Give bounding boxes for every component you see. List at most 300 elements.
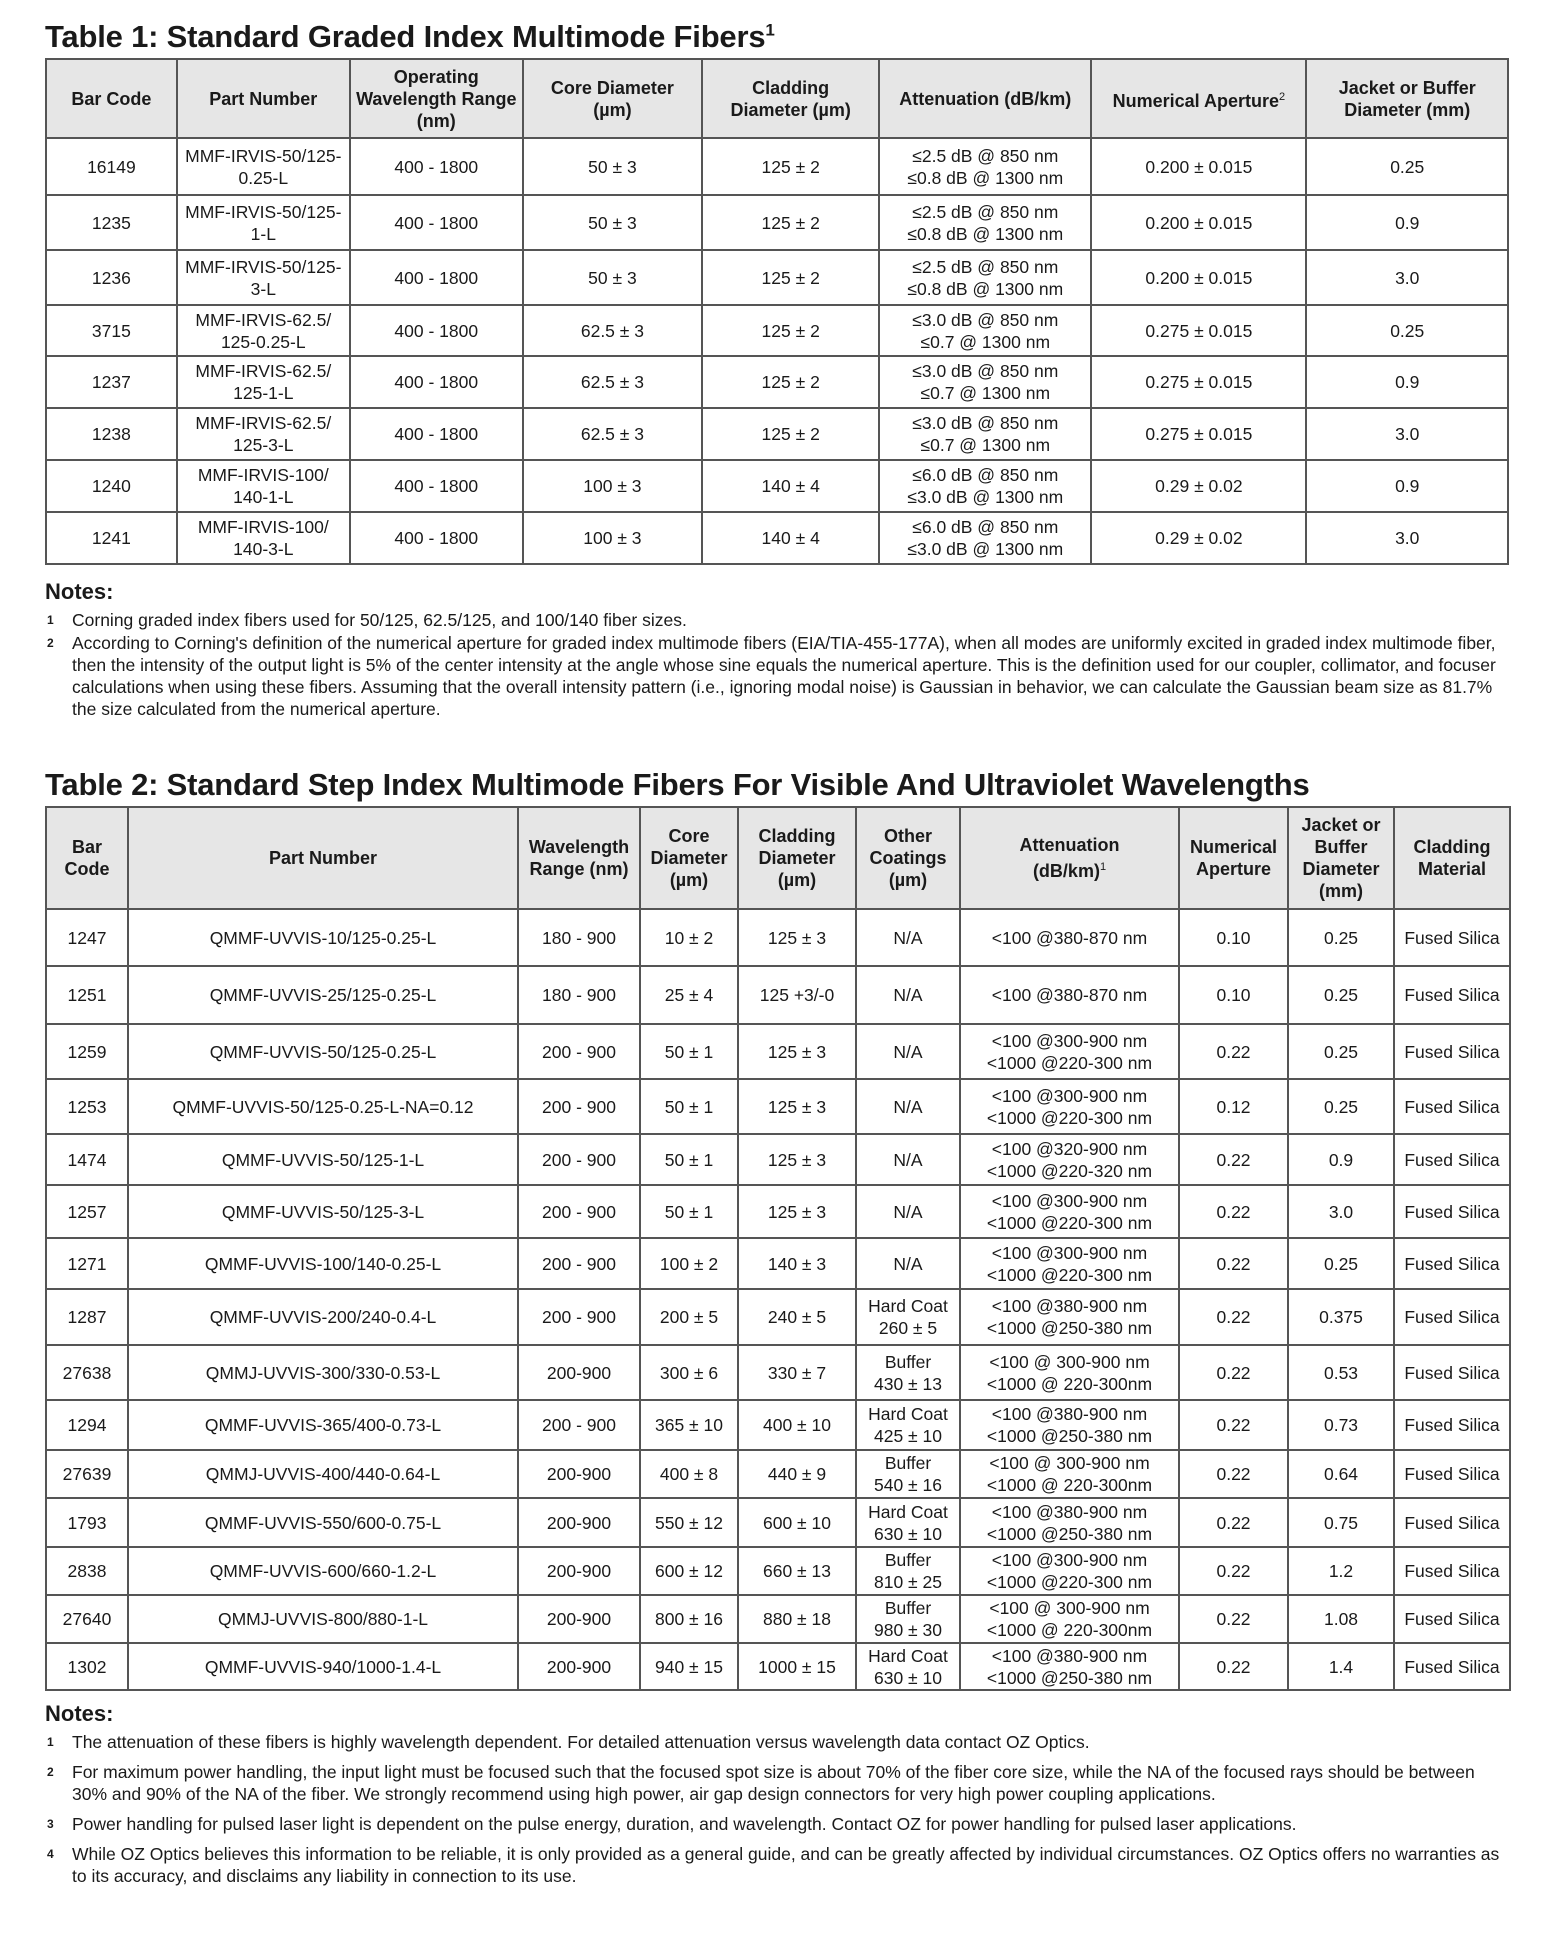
table2-cell-bar-code: 1793 (46, 1498, 128, 1547)
table2-header-part-number (128, 807, 518, 909)
table2-header-label: Part Number (268, 848, 378, 868)
table2-cell-other-coatings-m: Hard Coat 260 ± 5 (856, 1289, 960, 1345)
table2-note-item (45, 1843, 1510, 1887)
table2-cell-other-coatings-m: Buffer 810 ± 25 (856, 1547, 960, 1595)
table1-header-label: Part Number (209, 88, 318, 109)
table2-header-row (46, 807, 1510, 909)
table2-cell-numerical-aperture: 0.22 (1179, 1238, 1288, 1289)
table2-cell-other-coatings-m: N/A (856, 1024, 960, 1079)
table2-cell-core-diameter-m: 200 ± 5 (640, 1289, 738, 1345)
table2-cell-other-coatings-m: N/A (856, 966, 960, 1024)
table1-cell-attenuation-db-km: ≤3.0 dB @ 850 nm ≤0.7 @ 1300 nm (879, 408, 1091, 460)
table1-row (46, 356, 1508, 408)
table1-cell-attenuation-db-km: ≤2.5 dB @ 850 nm ≤0.8 dB @ 1300 nm (879, 195, 1091, 250)
table1-cell-part-number: MMF-IRVIS-100/ 140-1-L (177, 460, 350, 512)
table1-cell-jacket-or-buffer-diameter-mm: 3.0 (1306, 408, 1508, 460)
table2-cell-core-diameter-m: 100 ± 2 (640, 1238, 738, 1289)
table2-cell-cladding-diameter-m: 440 ± 9 (738, 1450, 856, 1498)
table1-cell-part-number: MMF-IRVIS-50/125-1-L (177, 195, 350, 250)
table1-cell-bar-code: 1235 (46, 195, 177, 250)
table2-cell-jacket-or-buffer-diameter-mm: 3.0 (1288, 1185, 1394, 1238)
table2-header-label: Wavelength Range (nm) (528, 837, 630, 879)
table2-cell-numerical-aperture: 0.22 (1179, 1345, 1288, 1400)
table1-cell-core-diameter-m: 62.5 ± 3 (523, 305, 702, 356)
table2-cell-jacket-or-buffer-diameter-mm: 0.25 (1288, 909, 1394, 966)
table2-cell-attenuation-db-km: <100 @380-900 nm <1000 @250-380 nm (960, 1643, 1179, 1690)
table2-cell-cladding-material: Fused Silica (1394, 1345, 1510, 1400)
table1-cell-core-diameter-m: 100 ± 3 (523, 460, 702, 512)
table2-cell-bar-code: 1247 (46, 909, 128, 966)
table1-cell-jacket-or-buffer-diameter-mm: 0.25 (1306, 305, 1508, 356)
table1-cell-attenuation-db-km: ≤2.5 dB @ 850 nm ≤0.8 dB @ 1300 nm (879, 250, 1091, 305)
table2-row (46, 909, 1510, 966)
table2-header-wavelength-range-nm (518, 807, 640, 909)
table1-cell-core-diameter-m: 50 ± 3 (523, 138, 702, 195)
table2-cell-bar-code: 1257 (46, 1185, 128, 1238)
table2-note-item (45, 1761, 1510, 1805)
table2-header-core-diameter-m (640, 807, 738, 909)
table2-row (46, 1134, 1510, 1185)
table2-cell-part-number: QMMF-UVVIS-50/125-0.25-L-NA=0.12 (128, 1079, 518, 1134)
table1-cell-operating-wavelength-range-nm: 400 - 1800 (350, 195, 523, 250)
table1-header-bar-code (46, 59, 177, 138)
table2-cell-core-diameter-m: 10 ± 2 (640, 909, 738, 966)
table2-cell-part-number: QMMF-UVVIS-600/660-1.2-L (128, 1547, 518, 1595)
table2-cell-part-number: QMMJ-UVVIS-800/880-1-L (128, 1595, 518, 1643)
table1-note-text: Corning graded index fibers used for 50/125, 62.5/125, and 100/140 fiber sizes. (72, 610, 687, 630)
table2-cell-part-number: QMMF-UVVIS-50/125-3-L (128, 1185, 518, 1238)
table2-header-other-coatings-m (856, 807, 960, 909)
table2-cell-other-coatings-m: Hard Coat 425 ± 10 (856, 1400, 960, 1450)
table2-cell-bar-code: 27640 (46, 1595, 128, 1643)
table1-cell-jacket-or-buffer-diameter-mm: 0.9 (1306, 195, 1508, 250)
table2-cell-cladding-diameter-m: 125 ± 3 (738, 1185, 856, 1238)
table1-cell-bar-code: 16149 (46, 138, 177, 195)
table1-cell-attenuation-db-km: ≤3.0 dB @ 850 nm ≤0.7 @ 1300 nm (879, 305, 1091, 356)
table2-note-text: While OZ Optics believes this information to be reliable, it is only provided as a general guide, and can be greatly affected by individual circumstances. OZ Optics offers no warranties as to its accuracy, and disclaims any liability in connection to its use. (72, 1844, 1500, 1886)
table1-notes-heading: Notes: (45, 579, 114, 604)
table1-cell-operating-wavelength-range-nm: 400 - 1800 (350, 408, 523, 460)
table2-cell-jacket-or-buffer-diameter-mm: 0.375 (1288, 1289, 1394, 1345)
table2-cell-core-diameter-m: 940 ± 15 (640, 1643, 738, 1690)
table2-cell-numerical-aperture: 0.22 (1179, 1643, 1288, 1690)
table2-cell-wavelength-range-nm: 200 - 900 (518, 1024, 640, 1079)
table1-header-label: Operating Wavelength Range (nm) (356, 66, 517, 131)
table1-cell-operating-wavelength-range-nm: 400 - 1800 (350, 305, 523, 356)
table2-cell-numerical-aperture: 0.22 (1179, 1134, 1288, 1185)
table2-note-item (45, 1813, 1510, 1835)
table2-cell-cladding-material: Fused Silica (1394, 1643, 1510, 1690)
table1-cell-operating-wavelength-range-nm: 400 - 1800 (350, 512, 523, 564)
table2-cell-core-diameter-m: 50 ± 1 (640, 1024, 738, 1079)
table1-header-attenuation-db-km (879, 59, 1091, 138)
table2-cell-cladding-diameter-m: 140 ± 3 (738, 1238, 856, 1289)
table2-row (46, 1498, 1510, 1547)
table1-cell-bar-code: 1237 (46, 356, 177, 408)
table1-note-item (45, 609, 1510, 631)
table2-body (46, 909, 1510, 1690)
table2-header-bar-code (46, 807, 128, 909)
table1-cell-core-diameter-m: 50 ± 3 (523, 250, 702, 305)
table2-cell-core-diameter-m: 800 ± 16 (640, 1595, 738, 1643)
table2-cell-jacket-or-buffer-diameter-mm: 0.25 (1288, 1024, 1394, 1079)
table1-cell-bar-code: 1238 (46, 408, 177, 460)
table2-row (46, 1024, 1510, 1079)
table2-cell-other-coatings-m: Buffer 540 ± 16 (856, 1450, 960, 1498)
table2-cell-jacket-or-buffer-diameter-mm: 0.64 (1288, 1450, 1394, 1498)
table2-header-label: Other Coatings (µm) (869, 826, 947, 890)
table2-row (46, 1400, 1510, 1450)
table2-cell-core-diameter-m: 365 ± 10 (640, 1400, 738, 1450)
table2-cell-wavelength-range-nm: 200 - 900 (518, 1185, 640, 1238)
table1-cell-cladding-diameter-m: 125 ± 2 (702, 408, 879, 460)
table1-cell-cladding-diameter-m: 125 ± 2 (702, 138, 879, 195)
table1-cell-numerical-aperture: 0.275 ± 0.015 (1091, 408, 1306, 460)
table1-cell-cladding-diameter-m: 140 ± 4 (702, 460, 879, 512)
table2-cell-core-diameter-m: 50 ± 1 (640, 1185, 738, 1238)
table2-cell-cladding-diameter-m: 125 ± 3 (738, 1079, 856, 1134)
table2-cell-numerical-aperture: 0.22 (1179, 1595, 1288, 1643)
table2-cell-jacket-or-buffer-diameter-mm: 0.25 (1288, 1079, 1394, 1134)
table2-cell-wavelength-range-nm: 200 - 900 (518, 1134, 640, 1185)
table2-cell-part-number: QMMF-UVVIS-25/125-0.25-L (128, 966, 518, 1024)
table1-note-number: 1 (47, 613, 54, 627)
table2-header-label: Cladding Material (1413, 837, 1491, 879)
table1-notes (45, 609, 1510, 720)
table1-cell-part-number: MMF-IRVIS-50/125-3-L (177, 250, 350, 305)
table2-note-number: 2 (47, 1765, 54, 1779)
table2-cell-bar-code: 1251 (46, 966, 128, 1024)
table2-cell-other-coatings-m: Hard Coat 630 ± 10 (856, 1643, 960, 1690)
table2-cell-attenuation-db-km: <100 @380-870 nm (960, 909, 1179, 966)
table1-cell-attenuation-db-km: ≤6.0 dB @ 850 nm ≤3.0 dB @ 1300 nm (879, 512, 1091, 564)
table2-cell-cladding-diameter-m: 1000 ± 15 (738, 1643, 856, 1690)
table2-cell-bar-code: 1259 (46, 1024, 128, 1079)
table2-cell-cladding-material: Fused Silica (1394, 1079, 1510, 1134)
table2-cell-other-coatings-m: N/A (856, 1185, 960, 1238)
table1-header-label: Cladding Diameter (µm) (730, 77, 851, 120)
table1-cell-jacket-or-buffer-diameter-mm: 3.0 (1306, 512, 1508, 564)
table1-note-item (45, 632, 1510, 720)
table2-cell-core-diameter-m: 50 ± 1 (640, 1079, 738, 1134)
table1-header-operating-wavelength-range-nm (350, 59, 523, 138)
table2-cell-cladding-diameter-m: 240 ± 5 (738, 1289, 856, 1345)
table1-cell-bar-code: 1236 (46, 250, 177, 305)
table2-cell-jacket-or-buffer-diameter-mm: 0.25 (1288, 966, 1394, 1024)
table2-cell-cladding-diameter-m: 660 ± 13 (738, 1547, 856, 1595)
table2-cell-bar-code: 1302 (46, 1643, 128, 1690)
table2-cell-part-number: QMMF-UVVIS-10/125-0.25-L (128, 909, 518, 966)
table2-cell-wavelength-range-nm: 200-900 (518, 1450, 640, 1498)
table1-cell-part-number: MMF-IRVIS-100/ 140-3-L (177, 512, 350, 564)
table2-cell-cladding-diameter-m: 125 ± 3 (738, 909, 856, 966)
table2-cell-jacket-or-buffer-diameter-mm: 0.25 (1288, 1238, 1394, 1289)
table2-cell-cladding-material: Fused Silica (1394, 966, 1510, 1024)
table1-cell-jacket-or-buffer-diameter-mm: 0.9 (1306, 460, 1508, 512)
table1-cell-cladding-diameter-m: 125 ± 2 (702, 195, 879, 250)
table2-cell-numerical-aperture: 0.22 (1179, 1400, 1288, 1450)
table2-cell-attenuation-db-km: <100 @300-900 nm <1000 @220-300 nm (960, 1238, 1179, 1289)
table2-cell-other-coatings-m: N/A (856, 1238, 960, 1289)
table2-cell-wavelength-range-nm: 200-900 (518, 1345, 640, 1400)
table2-cell-cladding-diameter-m: 400 ± 10 (738, 1400, 856, 1450)
table2-cell-other-coatings-m: Buffer 430 ± 13 (856, 1345, 960, 1400)
table1-cell-core-diameter-m: 100 ± 3 (523, 512, 702, 564)
table1-header-jacket-or-buffer-diameter-mm (1306, 59, 1508, 138)
table2-cell-numerical-aperture: 0.22 (1179, 1185, 1288, 1238)
table1-cell-numerical-aperture: 0.275 ± 0.015 (1091, 356, 1306, 408)
table2-cell-attenuation-db-km: <100 @300-900 nm <1000 @220-300 nm (960, 1547, 1179, 1595)
table1-cell-bar-code: 1240 (46, 460, 177, 512)
table1-cell-cladding-diameter-m: 140 ± 4 (702, 512, 879, 564)
table2-cell-part-number: QMMF-UVVIS-940/1000-1.4-L (128, 1643, 518, 1690)
table2-header-label: Numerical Aperture (1189, 837, 1278, 879)
table2-cell-attenuation-db-km: <100 @ 300-900 nm <1000 @ 220-300nm (960, 1595, 1179, 1643)
table1-header-label: Attenuation (dB/km) (899, 88, 1072, 109)
table2-cell-part-number: QMMF-UVVIS-50/125-0.25-L (128, 1024, 518, 1079)
table2-cell-jacket-or-buffer-diameter-mm: 0.75 (1288, 1498, 1394, 1547)
table2-cell-part-number: QMMF-UVVIS-550/600-0.75-L (128, 1498, 518, 1547)
table2-note-text: Power handling for pulsed laser light is dependent on the pulse energy, duration, and wavelength. Contact OZ for power handling for pulsed laser applications. (72, 1814, 1297, 1834)
table1-cell-operating-wavelength-range-nm: 400 - 1800 (350, 138, 523, 195)
document-page (45, 12, 1510, 1895)
table2-cell-part-number: QMMJ-UVVIS-300/330-0.53-L (128, 1345, 518, 1400)
table2-cell-attenuation-db-km: <100 @ 300-900 nm <1000 @ 220-300nm (960, 1345, 1179, 1400)
table1-cell-cladding-diameter-m: 125 ± 2 (702, 250, 879, 305)
table2-cell-bar-code: 27638 (46, 1345, 128, 1400)
table2-cell-wavelength-range-nm: 200 - 900 (518, 1289, 640, 1345)
table1-header-part-number (177, 59, 350, 138)
table2-cell-cladding-diameter-m: 125 ± 3 (738, 1134, 856, 1185)
table2-cell-other-coatings-m: N/A (856, 1079, 960, 1134)
table2-cell-wavelength-range-nm: 180 - 900 (518, 966, 640, 1024)
table1-cell-operating-wavelength-range-nm: 400 - 1800 (350, 356, 523, 408)
table2-title: Table 2: Standard Step Index Multimode Fibers For Visible And Ultraviolet Wavelengths (45, 767, 1310, 802)
table2-header-jacket-or-buffer-diameter-mm (1288, 807, 1394, 909)
table2-cell-core-diameter-m: 600 ± 12 (640, 1547, 738, 1595)
table1-cell-part-number: MMF-IRVIS-62.5/ 125-3-L (177, 408, 350, 460)
table2-cell-bar-code: 27639 (46, 1450, 128, 1498)
table2-cell-attenuation-db-km: <100 @380-900 nm <1000 @250-380 nm (960, 1400, 1179, 1450)
table2-header-label: Core Diameter (µm) (650, 826, 728, 890)
table2-header-attenuation-db-km (960, 807, 1179, 909)
table2-cell-bar-code: 1271 (46, 1238, 128, 1289)
table2-cell-bar-code: 1294 (46, 1400, 128, 1450)
table2-row (46, 966, 1510, 1024)
table1-cell-numerical-aperture: 0.275 ± 0.015 (1091, 305, 1306, 356)
table1-header-label: Jacket or Buffer Diameter (mm) (1338, 77, 1476, 120)
table2-row (46, 1595, 1510, 1643)
table2-cell-cladding-diameter-m: 125 +3/-0 (738, 966, 856, 1024)
table2-header-cladding-diameter-m (738, 807, 856, 909)
table2-cell-cladding-diameter-m: 880 ± 18 (738, 1595, 856, 1643)
table1-cell-part-number: MMF-IRVIS-50/125- 0.25-L (177, 138, 350, 195)
table2-cell-other-coatings-m: Buffer 980 ± 30 (856, 1595, 960, 1643)
table1-note-number: 2 (47, 636, 54, 650)
table2-cell-cladding-material: Fused Silica (1394, 1238, 1510, 1289)
table2-row (46, 1238, 1510, 1289)
table2-cell-cladding-material: Fused Silica (1394, 1450, 1510, 1498)
table2-notes-heading: Notes: (45, 1701, 114, 1726)
table1-header-cladding-diameter-m (702, 59, 879, 138)
table1-header-label: Numerical Aperture (1112, 90, 1280, 111)
table1-title-text: Table 1: Standard Graded Index Multimode Fibers (45, 19, 766, 54)
table2-row (46, 1450, 1510, 1498)
table2-cell-bar-code: 2838 (46, 1547, 128, 1595)
table2-cell-jacket-or-buffer-diameter-mm: 1.4 (1288, 1643, 1394, 1690)
table2-header-label: Cladding Diameter (µm) (758, 826, 836, 890)
table1-cell-numerical-aperture: 0.29 ± 0.02 (1091, 460, 1306, 512)
table2-cell-wavelength-range-nm: 200-900 (518, 1498, 640, 1547)
table2-header-numerical-aperture (1179, 807, 1288, 909)
table2-cell-cladding-material: Fused Silica (1394, 1289, 1510, 1345)
table1-cell-part-number: MMF-IRVIS-62.5/ 125-0.25-L (177, 305, 350, 356)
table2-cell-jacket-or-buffer-diameter-mm: 0.9 (1288, 1134, 1394, 1185)
table2-cell-other-coatings-m: N/A (856, 909, 960, 966)
table1-row (46, 460, 1508, 512)
table1-cell-jacket-or-buffer-diameter-mm: 0.25 (1306, 138, 1508, 195)
table2-cell-cladding-material: Fused Silica (1394, 1134, 1510, 1185)
table2-cell-cladding-material: Fused Silica (1394, 909, 1510, 966)
table1-cell-attenuation-db-km: ≤2.5 dB @ 850 nm ≤0.8 dB @ 1300 nm (879, 138, 1091, 195)
table1-header-label: Core Diameter (µm) (550, 77, 674, 120)
table1-cell-cladding-diameter-m: 125 ± 2 (702, 356, 879, 408)
table2-cell-numerical-aperture: 0.22 (1179, 1024, 1288, 1079)
table1-cell-bar-code: 3715 (46, 305, 177, 356)
table1-cell-jacket-or-buffer-diameter-mm: 0.9 (1306, 356, 1508, 408)
table2-header-cladding-material (1394, 807, 1510, 909)
table2-note-text: The attenuation of these fibers is highly wavelength dependent. For detailed attenuation versus wavelength data contact OZ Optics. (72, 1732, 1090, 1752)
table1-header-footnote-marker: 2 (1279, 90, 1286, 103)
table2-cell-attenuation-db-km: <100 @380-870 nm (960, 966, 1179, 1024)
table2-cell-numerical-aperture: 0.12 (1179, 1079, 1288, 1134)
table1-cell-numerical-aperture: 0.29 ± 0.02 (1091, 512, 1306, 564)
table2-cell-numerical-aperture: 0.10 (1179, 909, 1288, 966)
table2-cell-core-diameter-m: 50 ± 1 (640, 1134, 738, 1185)
table2-cell-attenuation-db-km: <100 @300-900 nm <1000 @220-300 nm (960, 1185, 1179, 1238)
table2-row (46, 1079, 1510, 1134)
table2-cell-cladding-material: Fused Silica (1394, 1547, 1510, 1595)
table1-header-core-diameter-m (523, 59, 702, 138)
table2-cell-part-number: QMMF-UVVIS-100/140-0.25-L (128, 1238, 518, 1289)
table2-row (46, 1289, 1510, 1345)
table1-row (46, 138, 1508, 195)
table2-cell-cladding-diameter-m: 330 ± 7 (738, 1345, 856, 1400)
table2-cell-attenuation-db-km: <100 @380-900 nm <1000 @250-380 nm (960, 1289, 1179, 1345)
table2-cell-part-number: QMMF-UVVIS-200/240-0.4-L (128, 1289, 518, 1345)
table2-cell-other-coatings-m: Hard Coat 630 ± 10 (856, 1498, 960, 1547)
table2-cell-wavelength-range-nm: 200-900 (518, 1547, 640, 1595)
table2-notes (45, 1731, 1510, 1887)
table2-cell-cladding-diameter-m: 600 ± 10 (738, 1498, 856, 1547)
table1-cell-numerical-aperture: 0.200 ± 0.015 (1091, 250, 1306, 305)
table2-cell-attenuation-db-km: <100 @300-900 nm <1000 @220-300 nm (960, 1079, 1179, 1134)
table2-note-number: 4 (47, 1847, 54, 1861)
table2-note-number: 3 (47, 1817, 54, 1831)
table2-cell-core-diameter-m: 550 ± 12 (640, 1498, 738, 1547)
table1-cell-core-diameter-m: 50 ± 3 (523, 195, 702, 250)
table1-row (46, 250, 1508, 305)
table2-cell-numerical-aperture: 0.22 (1179, 1547, 1288, 1595)
table1-header-row (46, 59, 1508, 138)
table2-cell-cladding-material: Fused Silica (1394, 1595, 1510, 1643)
table1-cell-attenuation-db-km: ≤3.0 dB @ 850 nm ≤0.7 @ 1300 nm (879, 356, 1091, 408)
table2-note-number: 1 (47, 1735, 54, 1749)
table2-row (46, 1547, 1510, 1595)
table2-cell-attenuation-db-km: <100 @300-900 nm <1000 @220-300 nm (960, 1024, 1179, 1079)
table2-cell-jacket-or-buffer-diameter-mm: 0.73 (1288, 1400, 1394, 1450)
table1-cell-core-diameter-m: 62.5 ± 3 (523, 408, 702, 460)
table2-row (46, 1643, 1510, 1690)
table1-cell-operating-wavelength-range-nm: 400 - 1800 (350, 460, 523, 512)
table1-note-text: According to Corning's definition of the numerical aperture for graded index multimode fibers (EIA/TIA-455-177A), when all modes are uniformly excited in graded index multimode fiber, then the intensity of the output light is 5% of the center intensity at the angle whose sine equals the numerical aperture. This is the definition used for our coupler, collimator, and focuser calculations when using these fibers. Assuming that the overall intensity pattern (i.e., ignoring modal noise) is Gaussian in behavior, we can calculate the Gaussian beam size as 81.7% the size calculated from the numerical aperture. (72, 633, 1496, 719)
table1-body (46, 138, 1508, 564)
table2-cell-cladding-material: Fused Silica (1394, 1498, 1510, 1547)
table2-cell-cladding-diameter-m: 125 ± 3 (738, 1024, 856, 1079)
table2-cell-bar-code: 1287 (46, 1289, 128, 1345)
table1-row (46, 195, 1508, 250)
table1-cell-jacket-or-buffer-diameter-mm: 3.0 (1306, 250, 1508, 305)
table2-cell-bar-code: 1253 (46, 1079, 128, 1134)
table1-cell-numerical-aperture: 0.200 ± 0.015 (1091, 138, 1306, 195)
table1-cell-cladding-diameter-m: 125 ± 2 (702, 305, 879, 356)
table2-cell-core-diameter-m: 400 ± 8 (640, 1450, 738, 1498)
table2-cell-jacket-or-buffer-diameter-mm: 1.08 (1288, 1595, 1394, 1643)
table1-cell-operating-wavelength-range-nm: 400 - 1800 (350, 250, 523, 305)
table2-row (46, 1185, 1510, 1238)
table2-cell-wavelength-range-nm: 200 - 900 (518, 1400, 640, 1450)
table2-cell-cladding-material: Fused Silica (1394, 1024, 1510, 1079)
table1-cell-numerical-aperture: 0.200 ± 0.015 (1091, 195, 1306, 250)
table2-cell-bar-code: 1474 (46, 1134, 128, 1185)
table2-header-label: Jacket or Buffer Diameter (mm) (1301, 815, 1381, 901)
table1-cell-part-number: MMF-IRVIS-62.5/ 125-1-L (177, 356, 350, 408)
table2-cell-other-coatings-m: N/A (856, 1134, 960, 1185)
table1-cell-bar-code: 1241 (46, 512, 177, 564)
table2-cell-wavelength-range-nm: 180 - 900 (518, 909, 640, 966)
table2-cell-core-diameter-m: 25 ± 4 (640, 966, 738, 1024)
table1-cell-attenuation-db-km: ≤6.0 dB @ 850 nm ≤3.0 dB @ 1300 nm (879, 460, 1091, 512)
table2-cell-part-number: QMMJ-UVVIS-400/440-0.64-L (128, 1450, 518, 1498)
table2-note-item (45, 1731, 1510, 1753)
table2-cell-jacket-or-buffer-diameter-mm: 0.53 (1288, 1345, 1394, 1400)
table2-cell-wavelength-range-nm: 200-900 (518, 1595, 640, 1643)
table2-cell-numerical-aperture: 0.22 (1179, 1450, 1288, 1498)
table2-header-label: Attenuation (dB/km) (1019, 835, 1120, 881)
table2-cell-numerical-aperture: 0.22 (1179, 1498, 1288, 1547)
table1-graded-index-fibers (45, 58, 1509, 565)
table2-cell-attenuation-db-km: <100 @380-900 nm <1000 @250-380 nm (960, 1498, 1179, 1547)
table2-cell-numerical-aperture: 0.10 (1179, 966, 1288, 1024)
table2-header-footnote-marker: 1 (1099, 861, 1107, 873)
table2-step-index-fibers (45, 806, 1511, 1691)
table2-cell-wavelength-range-nm: 200-900 (518, 1643, 640, 1690)
table2-cell-wavelength-range-nm: 200 - 900 (518, 1079, 640, 1134)
table2-cell-jacket-or-buffer-diameter-mm: 1.2 (1288, 1547, 1394, 1595)
table1-row (46, 512, 1508, 564)
table2-cell-attenuation-db-km: <100 @320-900 nm <1000 @220-320 nm (960, 1134, 1179, 1185)
table2-row (46, 1345, 1510, 1400)
table2-header-label: Bar Code (64, 837, 110, 879)
table2-cell-cladding-material: Fused Silica (1394, 1185, 1510, 1238)
table1-header-label: Bar Code (71, 88, 152, 109)
table2-cell-wavelength-range-nm: 200 - 900 (518, 1238, 640, 1289)
table1-header-numerical-aperture (1091, 59, 1306, 138)
table2-cell-core-diameter-m: 300 ± 6 (640, 1345, 738, 1400)
table1-cell-core-diameter-m: 62.5 ± 3 (523, 356, 702, 408)
table2-cell-cladding-material: Fused Silica (1394, 1400, 1510, 1450)
table2-cell-part-number: QMMF-UVVIS-50/125-1-L (128, 1134, 518, 1185)
